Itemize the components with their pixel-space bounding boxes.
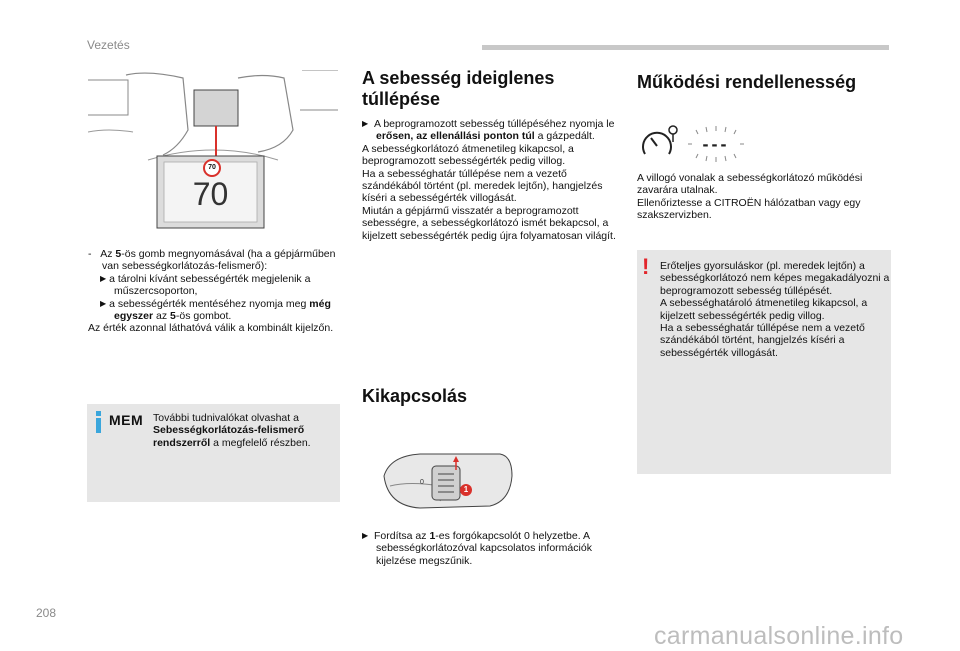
section-title-temporary-exceed: A sebesség ideiglenes túllépése [362, 68, 555, 109]
warning-para-3: Ha a sebességhatár túllépése nem a vezető szándékából történt, hangjelzés kíséri a sebességérték villogását. [660, 322, 865, 359]
col2-bullet-2: ▶ Fordítsa az 1-es forgókapcsolót 0 helyzetbe. A sebességkorlátozóval kapcsolatos információk kijelzése megszűnik. [362, 530, 592, 567]
bullet-sub-1: ▶ a tárolni kívánt sebességérték megjelenik a műszercsoporton, [100, 272, 311, 298]
speed-limit-sign-value: 70 [208, 164, 216, 171]
chapter-bar [482, 45, 889, 50]
mem-button-icon: MEM [109, 412, 144, 428]
col2-text [362, 118, 617, 242]
bullet-sub-2: ▶ a sebességérték mentéséhez nyomja meg még egyszer az 5-ös gombot. [100, 297, 331, 323]
col2-para-1: A sebességkorlátozó átmenetileg kikapcsol, a beprogramozott sebességérték pedig villog. [362, 142, 574, 168]
col2-para-2: Ha a sebességhatár túllépése nem a vezető szándékából történt (pl. meredek lejtőn), hangjelzés kíséri a sebességérték villogását. [362, 167, 603, 205]
callout-1: 1 [460, 484, 472, 496]
rotary-switch-drawing [380, 446, 515, 516]
speed-limiter-icon [641, 124, 681, 160]
col2-para-3: Miután a gépjármű visszatér a beprogramozott sebességre, a sebességkorlátozó ismét bekapcsol, a kijelzett sebességérték pedig újra folyamatosan világít. [362, 204, 616, 242]
section-title-malfunction: Működési rendellenesség [637, 72, 857, 92]
dashes-text: --- [702, 134, 730, 154]
section-title-switch-off: Kikapcsolás [362, 386, 468, 406]
speed-display-value: 70 [192, 176, 229, 212]
info-icon [93, 411, 103, 433]
info-box [87, 404, 340, 502]
rotary-switch-illustration [380, 446, 515, 516]
chapter-title: Vezetés [87, 38, 130, 52]
speedometer-icon [641, 124, 681, 160]
blinking-dashes-display [684, 124, 748, 164]
warning-para-1: Erőteljes gyorsuláskor (pl. meredek lejtőn) a sebességkorlátozó nem képes megakadályozni a beprogramozott sebesség túllépését. [660, 260, 890, 297]
svg-text:0: 0 [420, 479, 424, 486]
col3-para-1: A villogó vonalak a sebességkorlátozó működési zavarára utalnak. [637, 172, 863, 197]
after-text: Az érték azonnal láthatóvá válik a kombinált kijelzőn. [88, 322, 334, 335]
watermark: carmanualsonline.info [654, 622, 904, 650]
col3-text [637, 172, 889, 222]
dashboard-illustration [88, 70, 338, 230]
warning-box [637, 250, 891, 474]
page-number: 208 [36, 606, 57, 620]
warning-mark-icon: ! [642, 254, 650, 279]
col1-text [88, 248, 340, 335]
info-text: További tudnivalókat olvashat a Sebességkorlátozás-felismerő rendszerről a megfelelő részben. [153, 412, 311, 449]
speed-limit-sign [203, 159, 221, 177]
col2-bullet-1: ▶ A beprogramozott sebesség túllépéséhez nyomja le erősen, az ellenállási ponton túl a gázpedált. [362, 118, 615, 143]
warning-para-2: A sebességhatároló átmenetileg kikapcsol, a kijelzett sebességérték pedig villog. [660, 297, 868, 322]
col3-para-2: Ellenőriztesse a CITROËN hálózatban vagy egy szakszervizben. [637, 196, 861, 222]
bullet-main: - Az 5-ös gomb megnyomásával (ha a gépjárműben van sebességkorlátozás-felismerő): [88, 248, 336, 273]
warning-text [660, 260, 890, 359]
